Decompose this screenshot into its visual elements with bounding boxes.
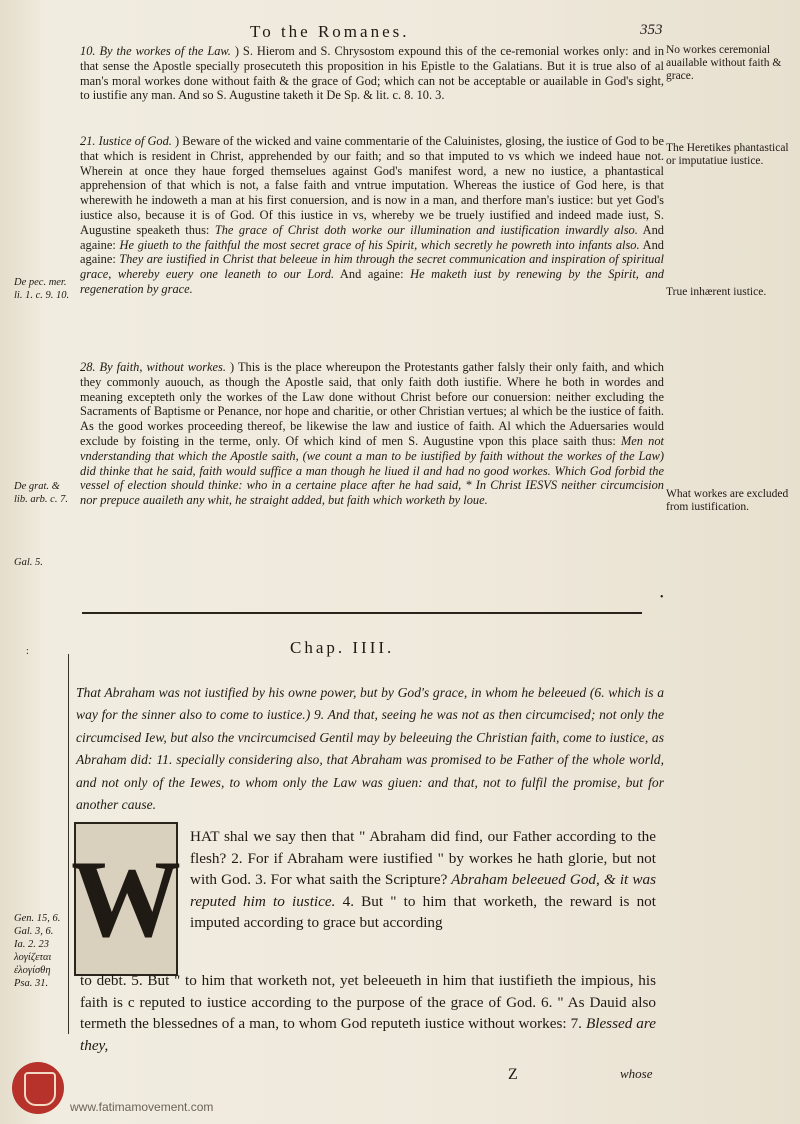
margin-ref: Gen. 15, 6. <box>14 913 61 924</box>
summary-bracket <box>68 654 69 1034</box>
verse-text: to debt. 5. But " to him that worketh not, yet beleeueth in him that iustifieth the impious, his faith is c reputed to iustice according to the purpose of the grace of God. 6. " As Dauid also termeth the blessednes of a man, to whom God reputeth iustice without workes: 7. <box>80 972 656 1033</box>
augustine-quote: Men not vnderstanding that which the Apostle saith, (we count a man to be iustified by faith without the workes of the Law) did thinke that he said, faith would suffice a man though he liued il and had no good workes. Which God forbid the vessel of election should thinke: who in a certaine place after he had said, * In Christ IESVS neither circumcision nor prepuce auaileth any whit, he straight added, but faith which worketh by loue. <box>80 433 664 508</box>
annotation-text: And againe: <box>80 237 664 267</box>
chapter-text-continued <box>80 970 656 1056</box>
annotation-10 <box>80 44 664 103</box>
signature-mark: Z <box>508 1066 518 1083</box>
chapter-title: Chap. IIII. <box>290 638 395 657</box>
running-title: To the Romanes. <box>250 22 410 41</box>
decorated-initial <box>71 822 181 976</box>
margin-note-left: Gal. 5. <box>14 557 43 568</box>
margin-ref: Ia. 2. 23 <box>14 939 49 950</box>
margin-note-right: What workes are excluded from iustification. <box>666 488 789 513</box>
section-divider <box>82 612 642 614</box>
ornament-dot: • <box>660 592 664 603</box>
margin-ref: Psa. 31. <box>14 978 49 989</box>
seal-emblem <box>24 1072 56 1106</box>
margin-ref: Gal. 3, 6. <box>14 926 54 937</box>
page-header <box>0 22 800 42</box>
annotation-text: And againe: <box>334 267 404 282</box>
annotation-21 <box>80 134 664 297</box>
annotation-lead: 21. Iustice of God. <box>80 134 172 148</box>
margin-ref: ἐλογίσθη <box>14 965 51 976</box>
chapter-text <box>190 826 656 934</box>
margin-note-right: The Heretikes phantastical or imputatiue iustice. <box>666 142 789 167</box>
ornament-dot: : <box>26 646 29 657</box>
annotation-text: And againe: <box>80 222 664 252</box>
augustine-quote: He giueth to the faithful the most secret grace of his Spirit, which secretly he powreth into infants also. <box>115 237 640 252</box>
seal-logo <box>12 1062 64 1114</box>
augustine-quote: They are iustified in Christ that beleeue in him through the secret communication and inspiration of spiritual grace, whereby euery one leaneth to our Lord. <box>80 252 664 282</box>
annotation-text: ) Beware of the wicked and vaine commentarie of the Caluinistes, glosing, the iustice of God to be that which is resident in Christ, apprehended by our faith; and so that imputed to vs which we indeed haue not. Wherein at once they haue forged themselues against God's manifest word, a new no iustice, a phantastical apprehension of that which is not, a false faith and vntrue imputation. Whereas the iustice of God here, is that wherewith he indoweth a man at his first conuersion, and is now in a man, and therfore man's iustice: but yet God's iustice also, because it is of God. Of this iustice in vs, whereby we be truely iustified and indeed made iust, S. Augustine speaketh thus: <box>80 134 665 237</box>
chapter-summary: That Abraham was not iustified by his owne power, but by God's grace, in whom he beleeued (6. which is a way for the sinner also to come to iustice.) 9. And that, seeing he was not as then circumcised; not only the circumcised Iew, but also the vncircumcised Gentil may by beleeuing the Christian faith, come to iustice, as Abraham did: 11. specially considering also, that Abraham was promised to be Father of the whole world, and not only of the Iewes, to whom only the Law was giuen: and that, not to fulfil the promise, but for another cause. <box>76 685 664 813</box>
chapter-margin-refs <box>14 912 66 990</box>
margin-note-left: De pec. mer. li. 1. c. 9. 10. <box>14 277 70 301</box>
margin-note-right: No workes ceremonial auailable without faith & grace. <box>666 44 782 82</box>
augustine-quote: He maketh iust by renewing by the Spirit, and regeneration by grace. <box>80 267 664 296</box>
annotation-lead: 28. By faith, without workes. <box>80 360 226 374</box>
margin-note-right: True inhærent iustice. <box>666 286 767 298</box>
verse-text: 4. But " to him that worketh, the reward is not imputed according to grace but according <box>190 892 656 932</box>
scripture-quote: Abraham beleeued God, & it was reputed him to iustice. <box>190 871 656 910</box>
catchword: whose <box>620 1066 653 1081</box>
annotation-lead: 10. By the workes of the Law. <box>80 44 231 58</box>
annotation-28 <box>80 360 664 508</box>
margin-note-left: De grat. & lib. arb. c. 7. <box>14 481 68 505</box>
initial-letter: W <box>71 838 181 960</box>
scripture-quote: Blessed are they, <box>80 1015 656 1054</box>
source-url-link[interactable]: www.fatimamovement.com <box>70 1100 214 1114</box>
verse-text: HAT shal we say then that " Abraham did find, our Father according to the flesh? 2. For if Abraham were iustified " by workes he hath glorie, but not with God. 3. For what saith the Scripture? <box>190 828 656 889</box>
page-number: 353 <box>640 22 663 38</box>
annotation-text: ) S. Hierom and S. Chrysostom expound this of the ce-remonial workes only: and in that sense the Apostle specially prosecuteth this proposition in his Epistle to the Galatians. But it is true also of al man's moral workes done without faith & the grace of God; which can not be acceptable or auailable in God's sight, to iustifie any man. And so S. Augustine taketh it De Sp. & lit. c. 8. 10. 3. <box>80 44 665 103</box>
margin-ref: λογίζεται <box>14 952 52 963</box>
augustine-quote: The grace of Christ doth worke our illumination and iustification inwardly also. <box>209 222 638 237</box>
annotation-text: ) This is the place whereupon the Protestants gather falsly their only faith, and which they commonly auouch, as though the Apostle said, that only faith doth iustifie. Where he both in wordes and meaning excepteth only the workes of the Law done without Christ before our conuersion: neither excluding the Sacraments of Baptisme or Penance, nor hope and charitie, or other Christian vertues; al which be the iustice of faith. As the good workes proceeding thereof, be likewise the law and iustice of faith. Al which the Aduersaries would exclude by foisting in the terme, only. Of which kind of men S. Augustine vpon this place saith thus: <box>80 360 664 448</box>
